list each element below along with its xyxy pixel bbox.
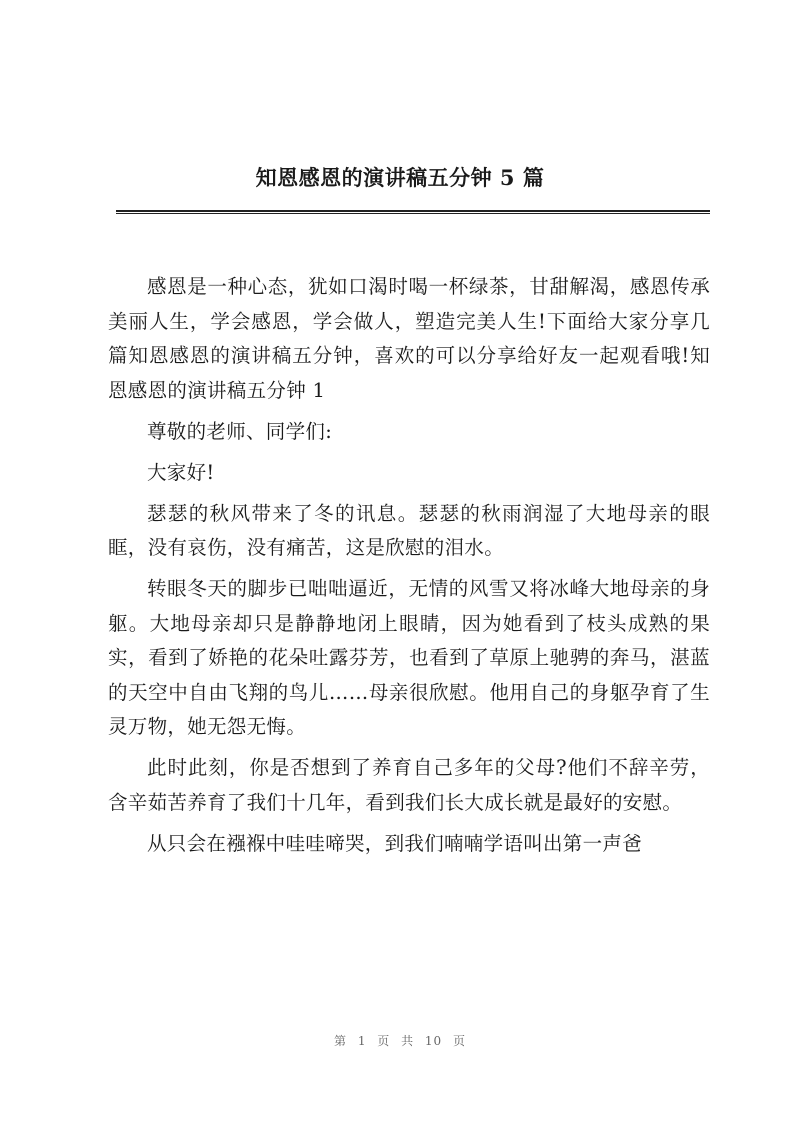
page-number-footer: 第 1 页 共 10 页: [334, 1034, 466, 1048]
document-body: [108, 270, 710, 868]
paragraph-greeting: 大家好!: [147, 460, 215, 484]
paragraph-parents: 此时此刻，你是否想到了养育自己多年的父母?他们不辞辛劳，含辛茹苦养育了我们十几年，看到我们长大成长就是最好的安慰。: [108, 756, 710, 814]
paragraph-winter: 转眼冬天的脚步已咄咄逼近，无情的风雪又将冰峰大地母亲的身躯。大地母亲却只是静静地闭上眼睛，因为她看到了枝头成熟的果实，看到了娇艳的花朵吐露芬芳，也看到了草原上驰骋的奔马，湛蓝的天空中自由飞翔的鸟儿……母亲很欣慰。他用自己的身躯孕育了生灵万物，她无怨无悔。: [108, 577, 710, 738]
paragraph-salutation: 尊敬的老师、同学们:: [147, 419, 333, 443]
paragraph-childhood: 从只会在襁褓中哇哇啼哭，到我们喃喃学语叫出第一声爸: [147, 831, 643, 855]
paragraph-intro: 感恩是一种心态，犹如口渴时喝一杯绿茶，甘甜解渴，感恩传承美丽人生，学会感恩，学会做人，塑造完美人生!下面给大家分享几篇知恩感恩的演讲稿五分钟，喜欢的可以分享给好友一起观看哦!知恩感恩的演讲稿五分钟 1: [108, 275, 710, 402]
paragraph-autumn: 瑟瑟的秋风带来了冬的讯息。瑟瑟的秋雨润湿了大地母亲的眼眶，没有哀伤，没有痛苦，这是欣慰的泪水。: [108, 501, 710, 559]
document-title: 知恩感恩的演讲稿五分钟 5 篇: [255, 165, 545, 190]
title-divider: [116, 210, 710, 214]
